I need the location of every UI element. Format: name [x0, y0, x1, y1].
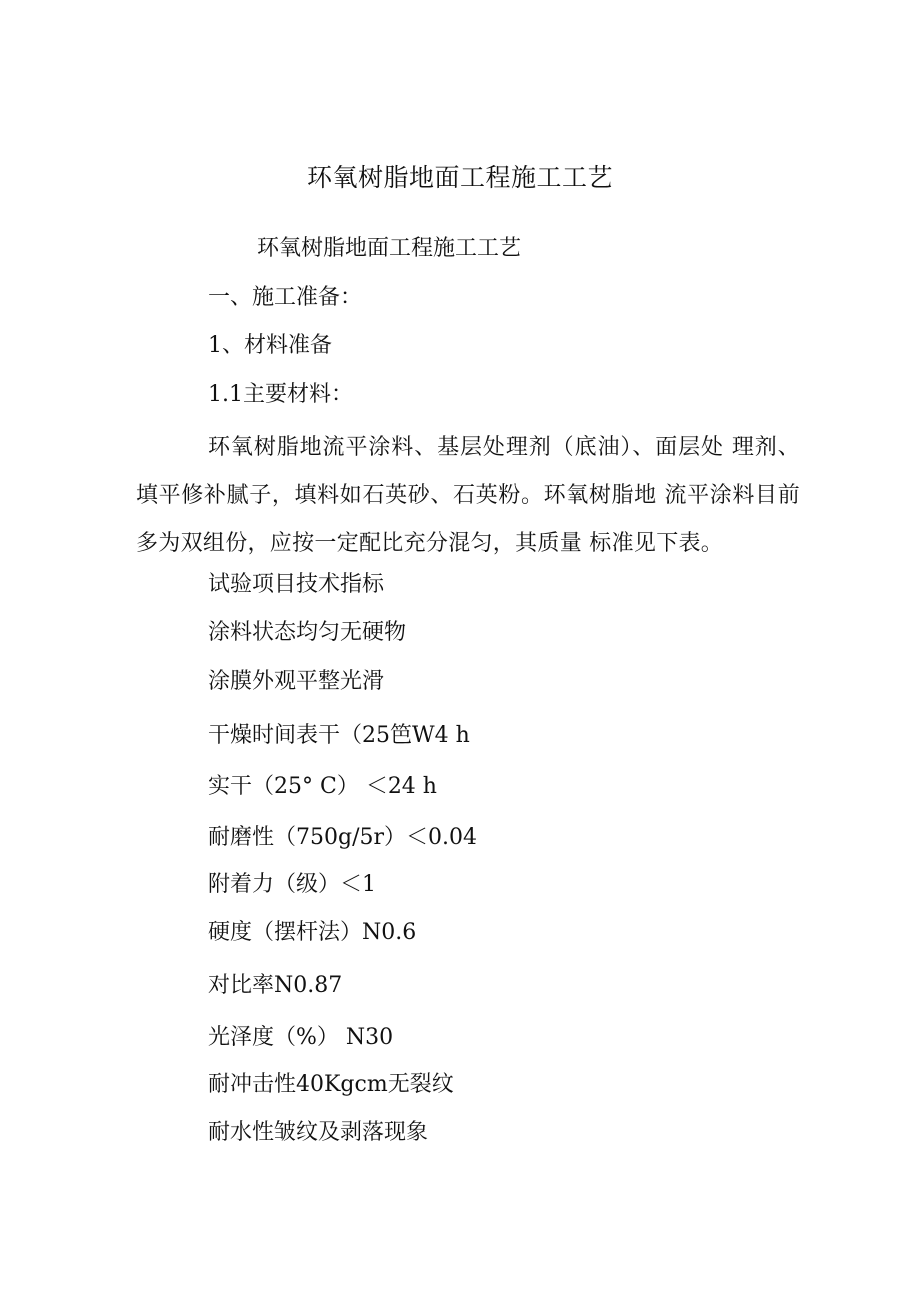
spec-line-coating-state: 涂料状态均匀无硬物: [208, 620, 407, 645]
spec-line-adhesion: 附着力（级）＜1: [208, 872, 376, 897]
spec-line-hardness: 硬度（摆杆法）N0.6: [208, 920, 417, 945]
spec-line-gloss: 光泽度（%） N30: [208, 1025, 394, 1050]
materials-paragraph: 环氧树脂地流平涂料、基层处理剂（底油）、面层处 理剂、填平修补腻子，填料如石英砂、石英粉。环氧树脂地 流平涂料目前多为双组份，应按一定配比充分混匀，其质量 标准见下表。: [136, 435, 800, 556]
spec-line-header: 试验项目技术指标: [208, 572, 385, 597]
subsection-heading-materials: 1、材料准备: [208, 333, 332, 358]
spec-line-hard-dry: 实干（25° C） ＜24 h: [208, 774, 437, 799]
spec-line-surface-dry: 干燥时间表干（25笆W4 h: [208, 723, 470, 748]
subsection-heading-main-materials: 1.1主要材料：: [208, 382, 353, 407]
spec-line-film-appearance: 涂膜外观平整光滑: [208, 669, 385, 694]
spec-line-abrasion: 耐磨性（750g/5r）＜0.04: [208, 825, 477, 850]
section-heading-preparation: 一、施工准备：: [208, 285, 363, 310]
document-subtitle: 环氧树脂地面工程施工工艺: [257, 236, 522, 261]
spec-line-water-resistance: 耐水性皱纹及剥落现象: [208, 1120, 429, 1145]
spec-line-contrast-ratio: 对比率N0.87: [208, 973, 343, 998]
spec-line-impact: 耐冲击性40Kgcm无裂纹: [208, 1072, 454, 1097]
document-title: 环氧树脂地面工程施工工艺: [306, 163, 613, 192]
